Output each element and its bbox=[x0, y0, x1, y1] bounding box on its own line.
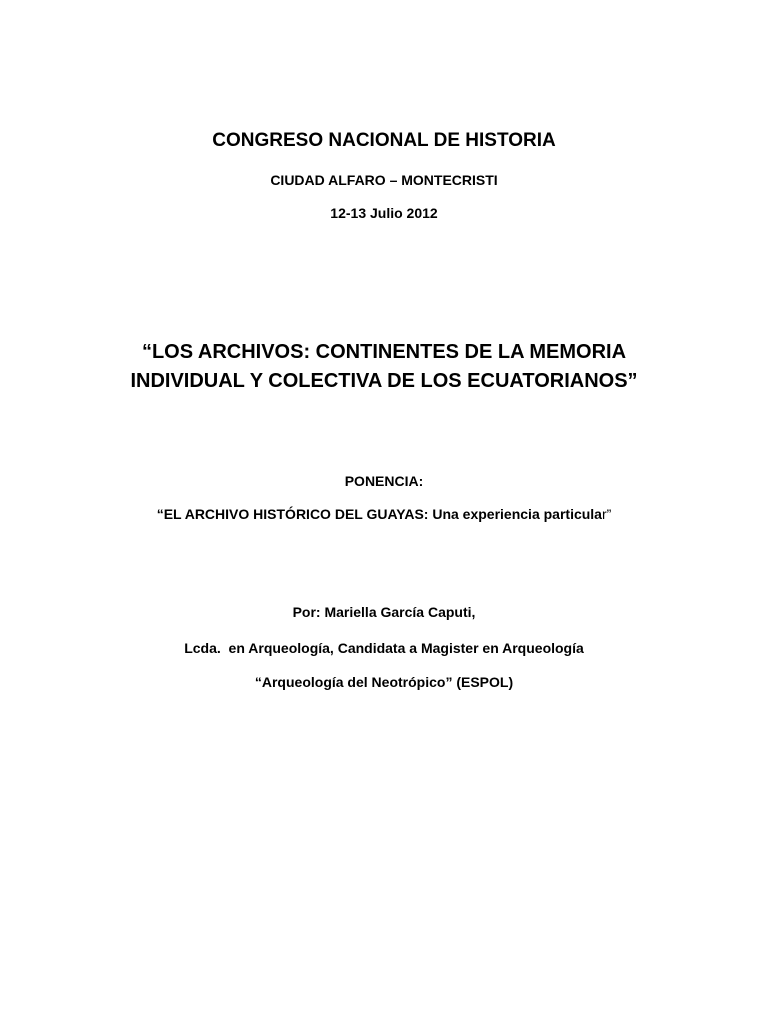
main-title bbox=[0, 338, 768, 396]
ponencia-label: PONENCIA: bbox=[344, 473, 424, 489]
ponencia-title-tail: r” bbox=[601, 506, 612, 522]
main-title-line-1: “LOS ARCHIVOS: CONTINENTES DE LA MEMORIA bbox=[141, 341, 627, 363]
conference-title: CONGRESO NACIONAL DE HISTORIA bbox=[212, 130, 556, 151]
ponencia-title-main: “EL ARCHIVO HISTÓRICO DEL GUAYAS: Una experiencia particula bbox=[156, 506, 602, 522]
conference-dates: 12-13 Julio 2012 bbox=[330, 205, 438, 221]
author-by-line: Por: Mariella García Caputi, bbox=[292, 604, 476, 620]
ponencia-title bbox=[0, 506, 768, 523]
main-title-line-2: INDIVIDUAL Y COLECTIVA DE LOS ECUATORIANOS” bbox=[130, 370, 638, 392]
author-credentials: Lcda. en Arqueología, Candidata a Magister en Arqueología bbox=[184, 640, 584, 656]
author-program: “Arqueología del Neotrópico” (ESPOL) bbox=[254, 674, 514, 690]
conference-location: CIUDAD ALFARO – MONTECRISTI bbox=[270, 172, 498, 188]
